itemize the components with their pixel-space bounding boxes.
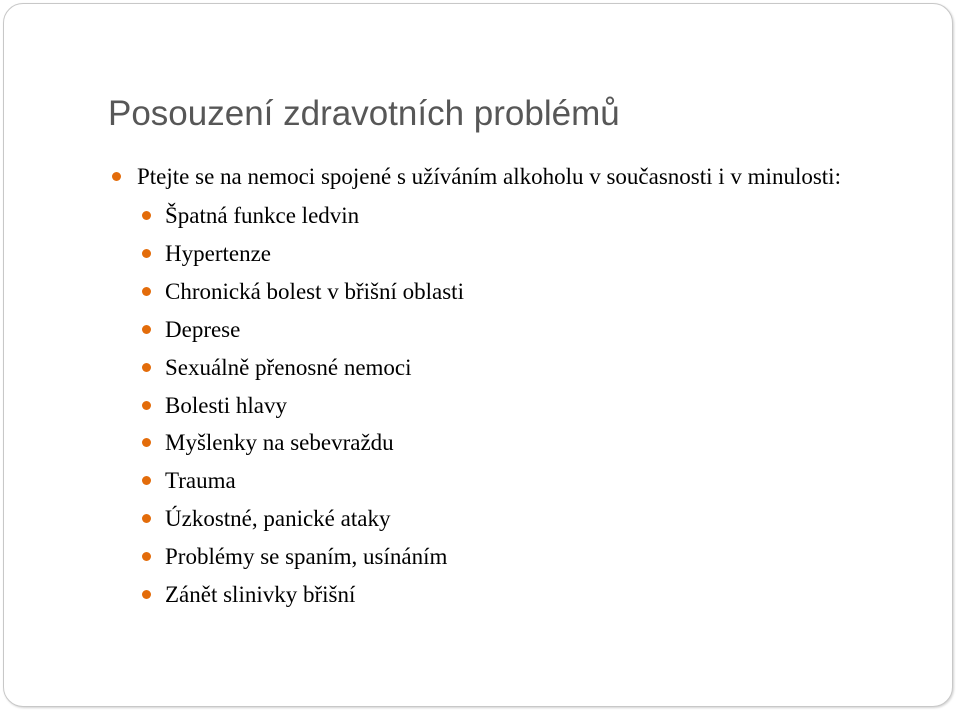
list-item (108, 462, 908, 500)
list-item-text: Chronická bolest v břišní oblasti (165, 278, 464, 304)
bullet-icon (142, 476, 151, 485)
list-item (108, 387, 908, 425)
bullet-icon (142, 287, 151, 296)
list-item (108, 349, 908, 387)
list-item (108, 197, 908, 235)
list-item-text: Deprese (165, 316, 241, 342)
list-item-text: Bolesti hlavy (165, 392, 288, 418)
bullet-icon (142, 249, 151, 258)
bullet-icon (112, 172, 121, 181)
list-item (108, 235, 908, 273)
bullet-icon (142, 552, 151, 561)
list-item (108, 424, 908, 462)
bullet-icon (142, 325, 151, 334)
list-item-text: Zánět slinivky břišní (165, 582, 356, 608)
bullet-icon (142, 211, 151, 220)
slide (3, 3, 953, 707)
list-item-text: Špatná funkce ledvin (165, 203, 360, 228)
main-point-text: Ptejte se na nemoci spojené s užíváním alkoholu v současnosti i v minulosti: (137, 164, 841, 189)
list-item (108, 500, 908, 538)
list-item-text: Myšlenky na sebevraždu (165, 430, 394, 456)
list-item-text: Problémy se spaním, usínáním (165, 544, 448, 570)
bullet-icon (142, 401, 151, 410)
list-item-text: Trauma (165, 468, 236, 494)
bullet-icon (142, 590, 151, 599)
list-item (108, 576, 908, 614)
list-item-text: Úzkostné, panické ataky (165, 506, 391, 532)
bullet-icon (142, 514, 151, 523)
slide-content (108, 158, 908, 614)
bullet-icon (142, 363, 151, 372)
list-item-text: Hypertenze (165, 240, 271, 266)
list-item (108, 273, 908, 311)
main-bullet-point (108, 158, 908, 195)
bullet-icon (142, 438, 151, 447)
list-item (108, 311, 908, 349)
slide-title: Posouzení zdravotních problémů (108, 94, 620, 133)
list-item-text: Sexuálně přenosné nemoci (165, 354, 412, 380)
health-problems-list (108, 197, 908, 614)
list-item (108, 538, 908, 576)
